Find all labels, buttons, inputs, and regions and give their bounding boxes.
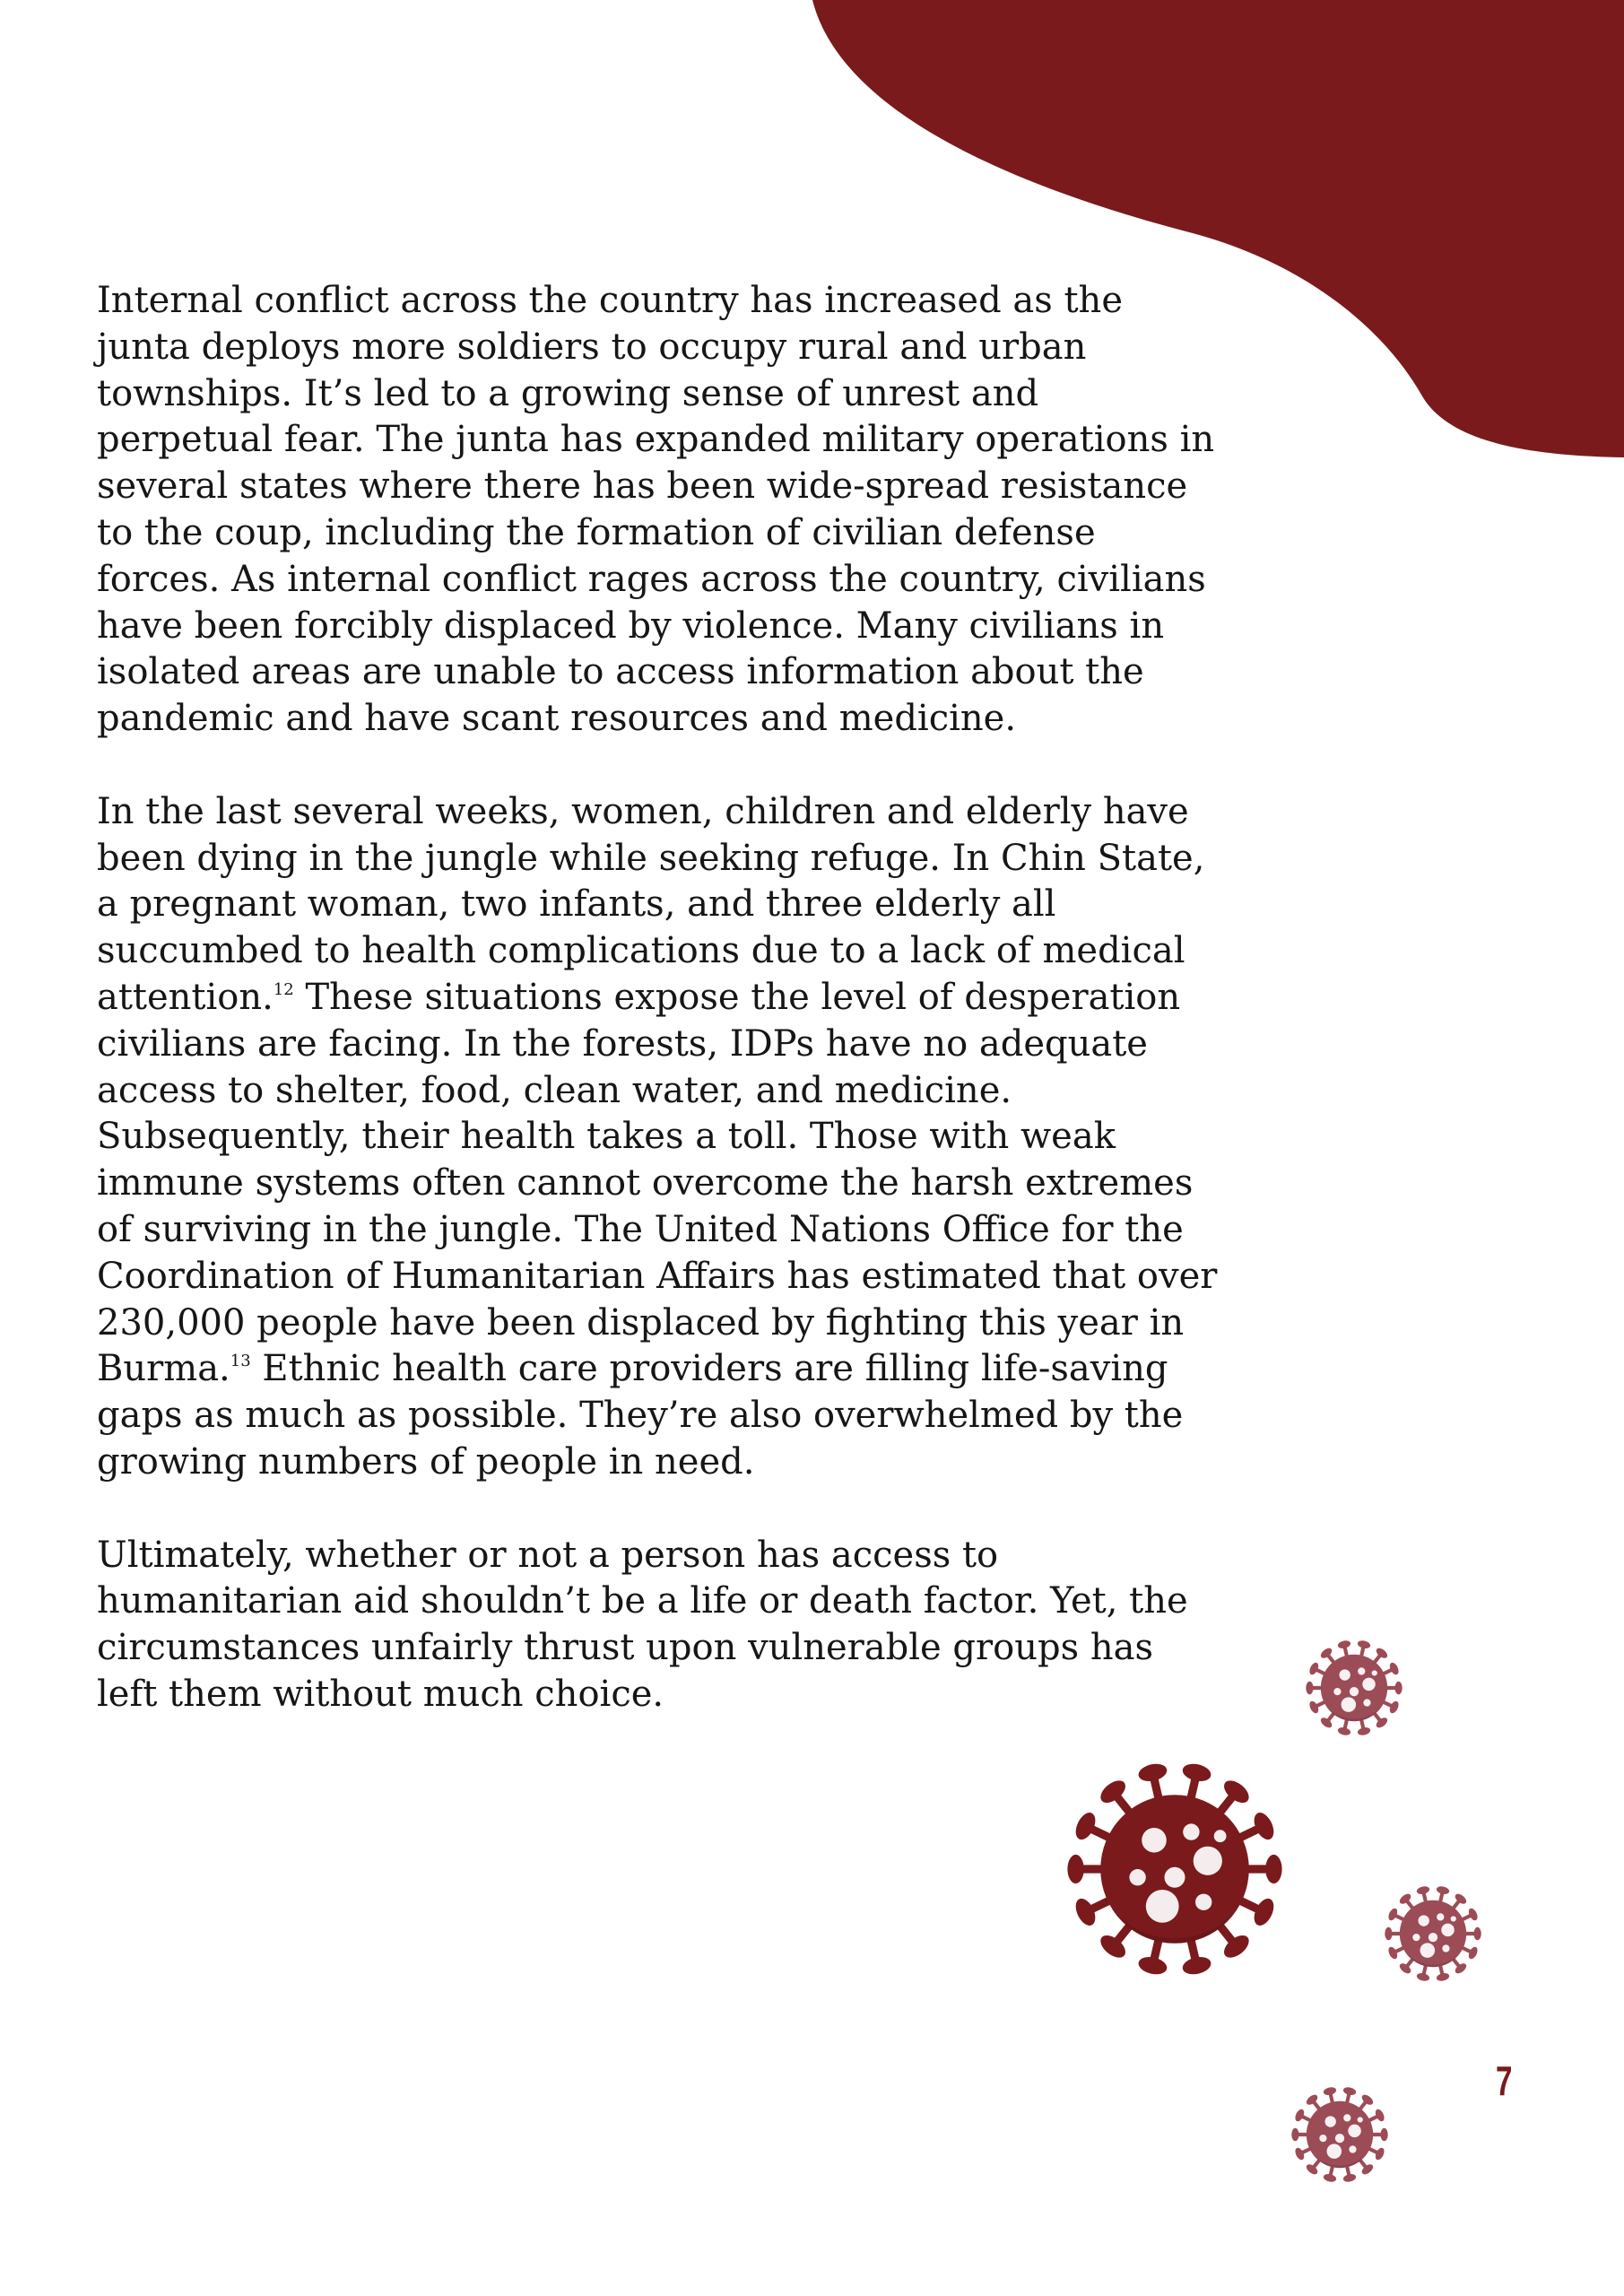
paragraph-text: Ultimately, whether or not a person has access to humanitarian aid shouldn’t be a life or death factor. Yet, the circumstances unfairly thrust upon vulnerable groups has left them without much choice. bbox=[97, 1534, 1188, 1715]
paragraph-3 bbox=[97, 1533, 1218, 1718]
paragraph-1 bbox=[97, 278, 1218, 743]
article-body bbox=[97, 278, 1218, 1765]
virus-icon bbox=[1377, 1878, 1489, 1989]
virus-icon bbox=[1284, 2079, 1395, 2190]
paragraph-text: Internal conflict across the country has increased as the junta deploys more soldiers to occupy rural and urban townships. It’s led to a growing sense of unrest and perpetual fear. The junta has expanded military operations in several states where there has been wide-spread resistance to the coup, including the formation of civilian defense forces. As internal conflict rages across the country, civilians have been forcibly displaced by violence. Many civilians in isolated areas are unable to access information about the pandemic and have scant resources and medicine. bbox=[97, 280, 1215, 740]
paragraph-text: In the last several weeks, women, children and elderly have been dying in the jungle while seeking refuge. In Chin State, a pregnant woman, two infants, and three elderly all succumbed to health complications due to a lack of medical attention. bbox=[97, 790, 1205, 1018]
footnote-ref-12[interactable]: 12 bbox=[273, 979, 294, 999]
page-number: 7 bbox=[1496, 2057, 1513, 2104]
paragraph-2 bbox=[97, 789, 1218, 1486]
paragraph-text: Ethnic health care providers are filling life-saving gaps as much as possible. They’re also overwhelmed by the growing numbers of people in need. bbox=[97, 1348, 1184, 1483]
virus-icon bbox=[1298, 1632, 1410, 1744]
virus-icon bbox=[1051, 1745, 1298, 1993]
paragraph-text: These situations expose the level of desperation civilians are facing. In the forests, IDPs have no adequate access to shelter, food, clean water, and medicine. Subsequently, their health takes a toll. Those with weak immune systems often cannot overcome the harsh extremes of surviving in the jungle. The United Nations Office for the Coordination of Humanitarian Affairs has estimated that over 230,000 people have been displaced by fighting this year in Burma. bbox=[97, 976, 1218, 1390]
footnote-ref-13[interactable]: 13 bbox=[230, 1352, 251, 1370]
